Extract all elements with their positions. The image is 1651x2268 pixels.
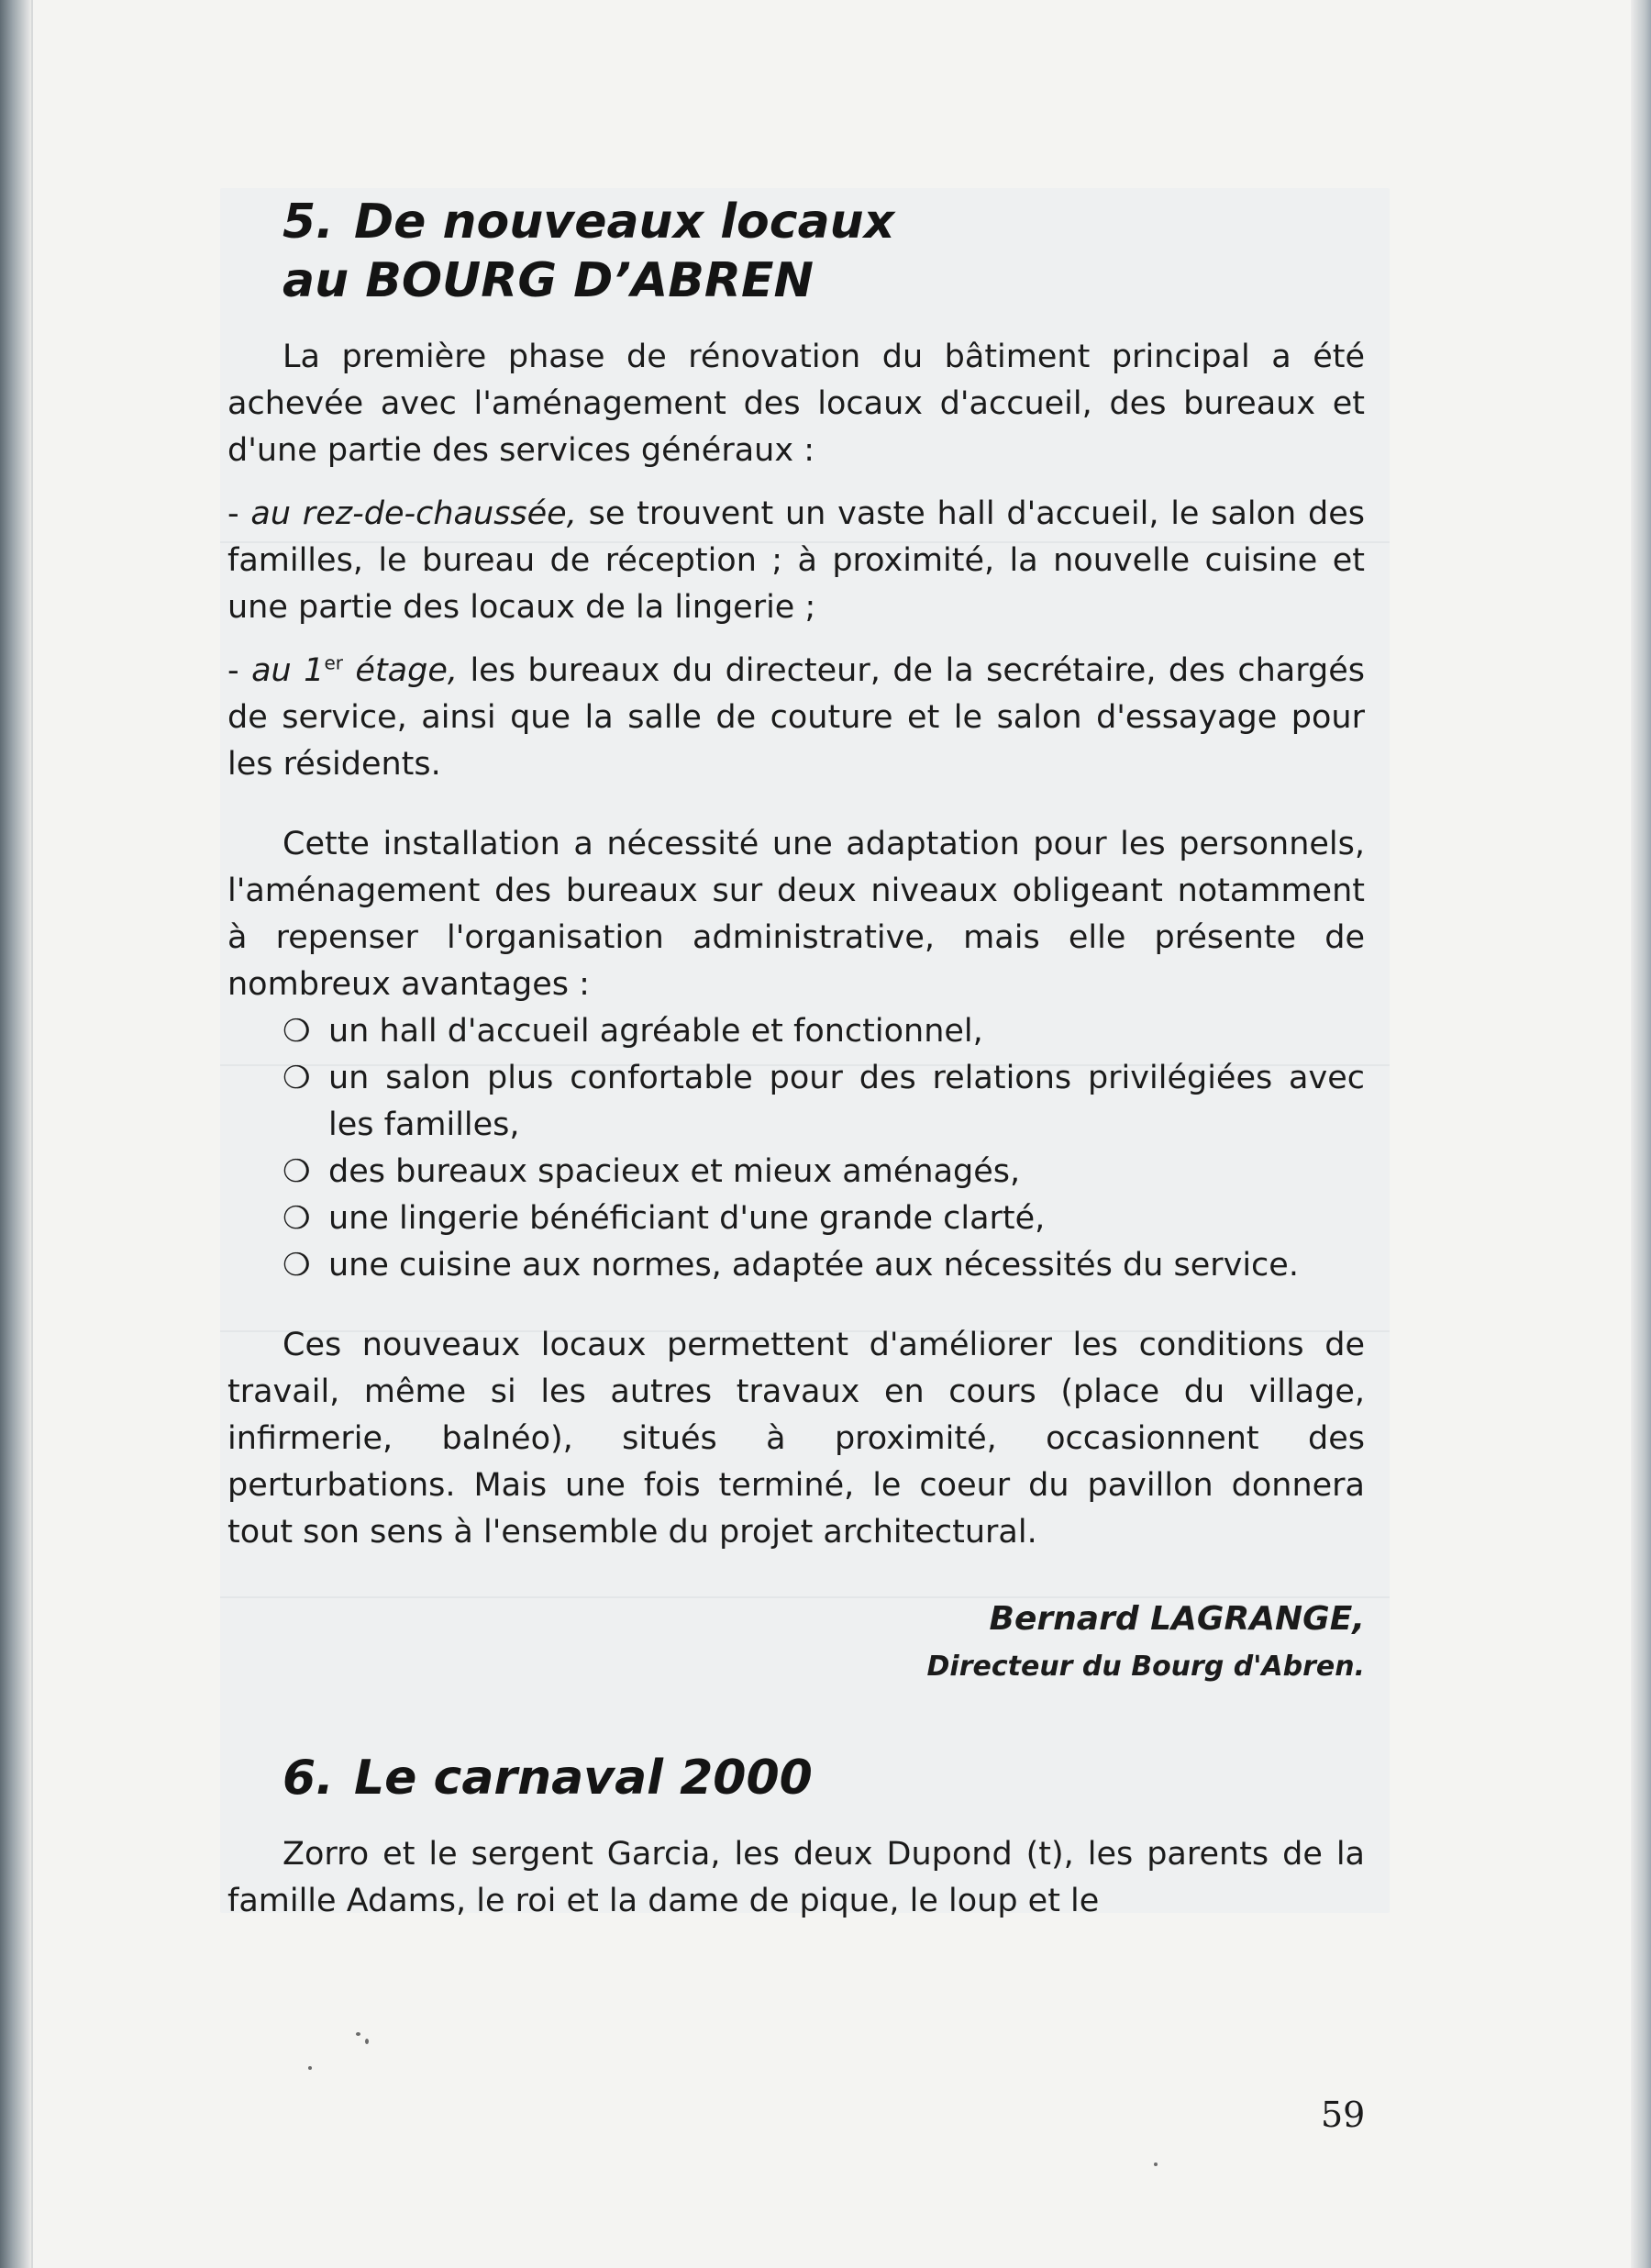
section-5-paragraph-ground-floor — [227, 491, 1365, 631]
paper-speck — [1154, 2162, 1158, 2166]
page-number: 59 — [1321, 2095, 1366, 2135]
section-6-title: Le carnaval 2000 — [354, 1751, 813, 1806]
paper-speck — [356, 2032, 360, 2036]
dash-prefix: - — [227, 495, 251, 532]
circle-bullet-icon: ❍ — [283, 1013, 311, 1050]
signature-block — [227, 1595, 1365, 1690]
list-item-text: une cuisine aux normes, adaptée aux nécessités du service. — [328, 1247, 1299, 1284]
list-item-text: un salon plus confortable pour des relations privilégiées avec les familles, — [328, 1060, 1365, 1143]
list-item — [283, 1008, 1365, 1055]
page-binding-line — [31, 0, 33, 2268]
signature-name: Bernard LAGRANGE, — [989, 1600, 1365, 1638]
circle-bullet-icon: ❍ — [283, 1200, 311, 1237]
paper-speck — [365, 2039, 369, 2044]
list-item — [283, 1055, 1365, 1149]
list-item-text: un hall d'accueil agréable et fonctionnel, — [328, 1013, 983, 1050]
list-item — [283, 1242, 1365, 1289]
list-item — [283, 1149, 1365, 1195]
circle-bullet-icon: ❍ — [283, 1060, 311, 1096]
section-6-paragraph-intro: Zorro et le sergent Garcia, les deux Dupond (t), les parents de la famille Adams, le roi et la dame de pique, le loup et le — [227, 1836, 1365, 1919]
paper-speck — [308, 2066, 312, 2070]
first-floor-label-b: étage, — [342, 652, 458, 689]
circle-bullet-icon: ❍ — [283, 1153, 311, 1190]
section-5-paragraph-intro: La première phase de rénovation du bâtiment principal a été achevée avec l'aménagement des locaux d'accueil, des bureaux et d'une partie des services généraux : — [227, 339, 1365, 469]
circle-bullet-icon: ❍ — [283, 1247, 311, 1284]
list-item — [283, 1195, 1365, 1242]
section-5 — [227, 193, 1365, 1690]
first-floor-label-a: au 1 — [251, 652, 325, 689]
section-5-heading — [283, 193, 1365, 310]
ground-floor-text: se trouvent un vaste hall d'accueil, le salon des familles, le bureau de réception ; à proximité, la nouvelle cuisine et une partie des locaux de la lingerie ; — [227, 495, 1365, 626]
list-item-text: une lingerie bénéficiant d'une grande clarté, — [328, 1200, 1046, 1237]
signature-role: Directeur du Bourg d'Abren. — [926, 1651, 1365, 1683]
section-6 — [227, 1749, 1365, 1925]
section-5-paragraph-first-floor — [227, 648, 1365, 788]
first-floor-superscript: er — [324, 651, 343, 674]
section-6-heading — [283, 1749, 1365, 1807]
section-6-number: 6. — [283, 1751, 334, 1806]
page-binding-edge — [0, 0, 31, 2268]
dash-prefix: - — [227, 652, 252, 689]
section-5-number: 5. — [283, 195, 334, 250]
ground-floor-label: au rez-de-chaussée, — [250, 495, 577, 532]
section-5-title-line2: au BOURG D’ABREN — [283, 253, 814, 308]
advantages-list — [227, 1008, 1365, 1289]
section-5-paragraph-conclusion: Ces nouveaux locaux permettent d'améliorer les conditions de travail, même si les autres travaux en cours (place du village, infirmerie, balnéo), situés à proximité, occasionnent des perturbations. Mais une fois terminé, le coeur du pavillon donnera tout son sens à l'ensemble du projet architectural. — [227, 1327, 1365, 1551]
list-item-text: des bureaux spacieux et mieux aménagés, — [328, 1153, 1021, 1190]
section-5-paragraph-installation: Cette installation a nécessité une adaptation pour les personnels, l'aménagement des bureaux sur deux niveaux obligeant notamment à repenser l'organisation administrative, mais elle présente de nombreux avantages : — [227, 826, 1365, 1003]
first-floor-text: les bureaux du directeur, de la secrétaire, des chargés de service, ainsi que la salle de couture et le salon d'essayage pour les résidents. — [227, 652, 1365, 783]
page-right-edge — [1631, 0, 1651, 2268]
page-content — [227, 193, 1365, 1925]
section-5-title-line1: De nouveaux locaux — [354, 195, 895, 250]
